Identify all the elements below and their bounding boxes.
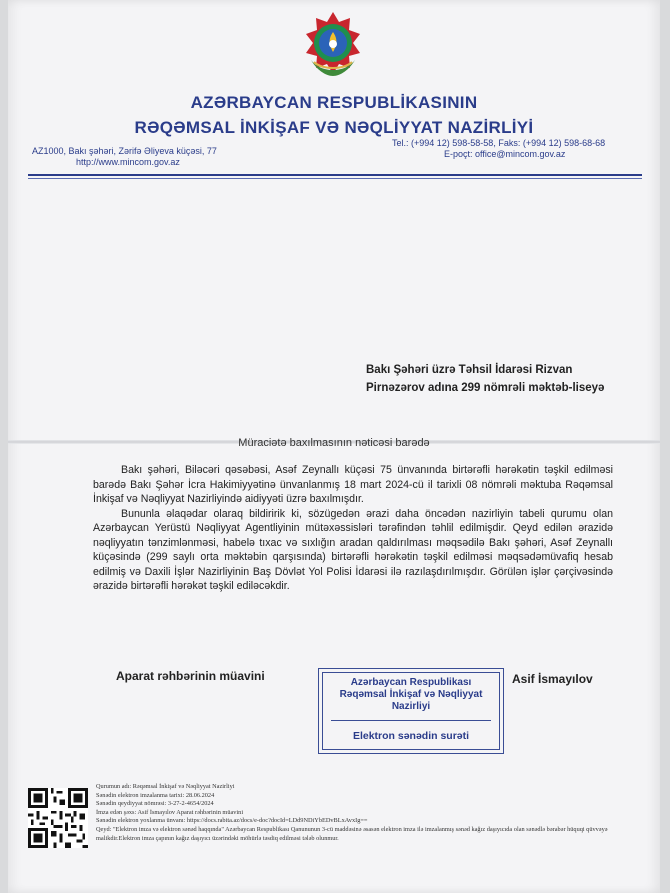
stamp-line-3: Nazirliyi bbox=[391, 701, 431, 712]
ministry-name-line2: RƏQƏMSAL İNKİŞAF VƏ NƏQLİYYAT NAZİRLİYİ bbox=[134, 118, 534, 137]
ministry-name-line1: AZƏRBAYCAN RESPUBLİKASININ bbox=[190, 93, 478, 112]
ministry-address-block bbox=[32, 146, 217, 168]
phone-fax-text: Tel.: (+994 12) 598-58-58, Faks: (+994 12) 598-68-68 bbox=[392, 138, 606, 148]
azerbaijan-state-emblem-icon bbox=[300, 10, 366, 84]
stamp-line-2: Rəqəmsal İnkişaf və Nəqliyyat bbox=[339, 689, 483, 700]
recipient-address: Bakı Şəhəri üzrə Təhsil İdarəsi Rizvan Pirnəzərov adına 299 nömrəli məktəb-liseyə bbox=[366, 364, 605, 394]
address-text: AZ1000, Bakı şəhəri, Zərifə Əliyeva küçəsi, 77 bbox=[32, 146, 217, 156]
body-paragraph-2: Bununla əlaqədar olaraq bildiririk ki, sözügedən ərazi daha öncədən nazirliyin tabeli qurumu olan Azərbaycan Yerüstü Nəqliyyat Agentliyinin mütəxəssisləri tərəfindən təhlil edilmişdir. Qeyd edilən ərazidə nəqliyyatın tənzimlənməsi, habelə tıxac və sıxlığın aradan qaldırılması məqsədilə Bakı şəhəri, Asəf Zeynallı küçəsində (299 saylı orta məktəbin qarşısında) birtərəfli hərəkətin təşkil edilməsi məqsədəmüvafiq hesab edilmiş və Daxili İşlər Nazirliyinin Baş Dövlət Yol Polisi İdarəsi ilə razılaşdırılmışdır. Görülən işlər çərçivəsində ərazidə birtərəfli hərəkət təşkil ediləcəkdir. bbox=[93, 507, 613, 592]
header-divider-thin bbox=[28, 178, 642, 179]
stamp-line-4: Elektron sənədin surəti bbox=[352, 730, 470, 742]
electronic-document-stamp bbox=[318, 668, 504, 754]
footer-signer: İmza edən şəxs: Asif İsmayılov Aparat rəhbərinin müavini bbox=[96, 808, 244, 816]
email-link[interactable]: E-poçt: office@mincom.gov.az bbox=[444, 149, 566, 159]
stamp-divider bbox=[331, 720, 491, 721]
signer-title: Aparat rəhbərinin müavini bbox=[116, 669, 265, 683]
signer-name: Asif İsmayılov bbox=[512, 672, 593, 686]
footer-verify-url[interactable]: Sənədin elektron yoxlanma ünvanı: https://docs.rabita.az/docs/e-doc?docId=LDd9NDiYbEDvBLxAvxIg== bbox=[96, 817, 368, 825]
footer-reg-number: Sənədin qeydiyyat nömrəsi: 3-27-2-4654/2024 bbox=[96, 800, 214, 808]
body-paragraph-1: Bakı şəhəri, Biləcəri qəsəbəsi, Asəf Zeynallı küçəsi 75 ünvanında birtərəfli hərəkətin təşkil edilməsi barədə Bakı Şəhər İcra Hakimiyyətinə ünvanlanmış 18 mart 2024-cü il tarixli 08 nömrəli məktuba Rəqəmsal İnkişaf və Nəqliyyat Nazirliyində aidiyyəti üzrə baxılmışdır. bbox=[93, 464, 613, 505]
footer-sign-date: Sənədin elektron imzalanma tarixi: 28.06.2024 bbox=[96, 791, 215, 799]
stamp-line-1: Azərbaycan Respublikası bbox=[350, 677, 472, 688]
footer-legal-note: Qeyd: "Elektron imza və elektron sənəd haqqında" Azərbaycan Respublikası Qanununun 3-cü maddəsinə əsasən elektron imza ilə imzalanmış sənəd kağız daşıyıcıda olan sənədlə bərabər hüquqi qüvvəyə malikdir.Elektron imza çapının kağız daşıyıcı üzərindəki möhürlə təsdiq edilməsi tələb olunmur. bbox=[96, 825, 608, 842]
letter-subject: Müraciətə baxılmasının nəticəsi barədə bbox=[238, 437, 430, 449]
header-divider bbox=[28, 174, 642, 176]
qr-code-icon[interactable] bbox=[28, 788, 88, 848]
letter-paper bbox=[8, 0, 660, 893]
ministry-contact-block bbox=[392, 138, 605, 160]
footer-org-name: Qurumun adı: Rəqəmsal İnkişaf və Nəqliyyat Nazirliyi bbox=[96, 783, 235, 790]
website-link[interactable]: http://www.mincom.gov.az bbox=[76, 157, 180, 167]
e-signature-footer bbox=[96, 783, 644, 843]
letter-body bbox=[93, 463, 613, 594]
